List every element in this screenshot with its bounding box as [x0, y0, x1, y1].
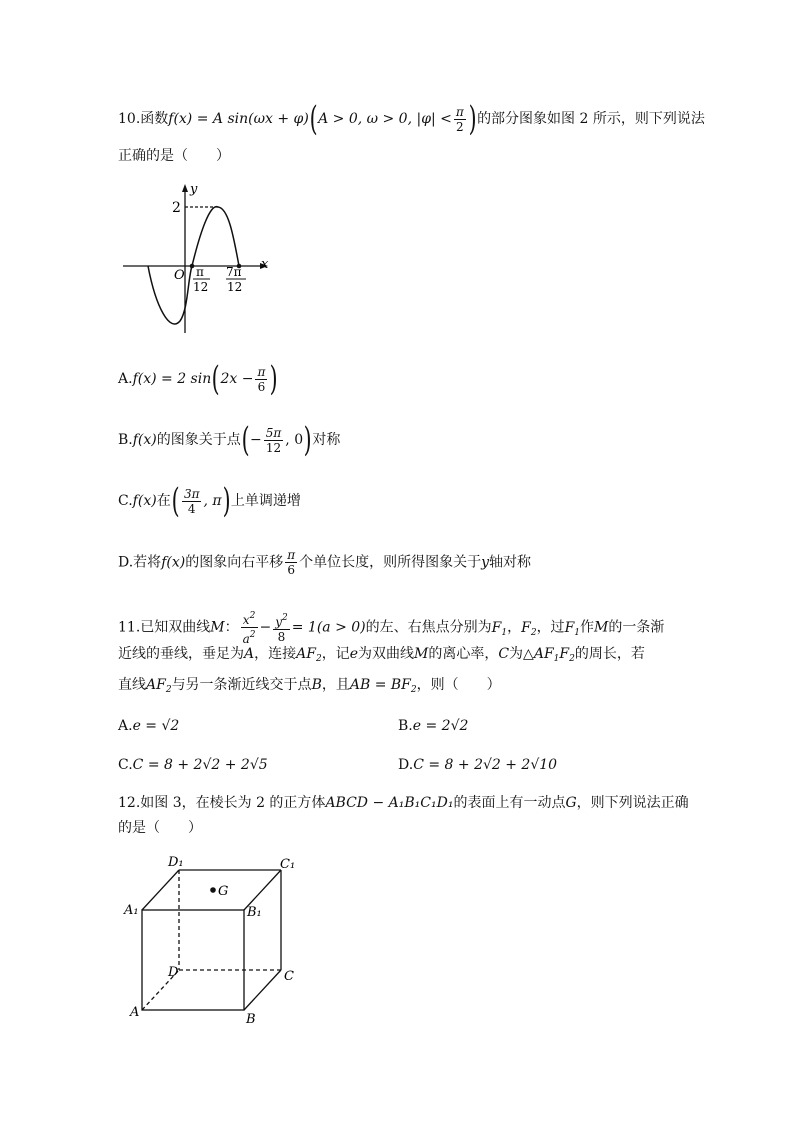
svg-text:C: C: [284, 969, 294, 984]
front-face: [142, 910, 244, 1010]
q12-stem-line1: 12.如图 3，在棱长为 2 的正方体ABCD − A₁B₁C₁D₁的表面上有一动点G，则下列说法正确: [118, 795, 689, 811]
svg-text:B₁: B₁: [247, 905, 262, 920]
x-label: x: [261, 257, 269, 272]
q10-option-d: D.若将f(x)的图象向右平移 $\frac{\pi}{6}$ 个单位长度，则所得图象关于y轴对称: [118, 548, 532, 577]
svg-text:G: G: [218, 884, 229, 899]
q10-function: f(x) = A sin(ωx + φ): [168, 111, 309, 127]
q11-option-b: B.e = 2√2: [398, 718, 469, 734]
tick1-num: π: [196, 265, 204, 279]
zero-point-1: [190, 264, 195, 269]
q11-stem-line3: 直线$AF_2$与另一条渐近线交于点B，且AB = $BF_2$，则（ ）: [118, 677, 501, 695]
q12-stem-line2: 的是（ ）: [118, 820, 202, 836]
point-g: [210, 887, 216, 893]
q10-option-b: B.f(x)的图象关于点(− $\frac{5\pi}{12}$ , 0)对称: [118, 420, 341, 460]
tick1-den: 12: [193, 280, 209, 294]
q10-cond-fraction: $\frac{\pi}{2}$: [455, 104, 464, 134]
q10-suffix: 的部分图象如图 2 所示，则下列说法: [477, 111, 705, 127]
svg-text:A₁: A₁: [124, 903, 139, 918]
q10-graph: [118, 178, 278, 338]
tick2-den: 12: [227, 280, 243, 294]
q10-option-c: C.f(x)在( $\frac{3\pi}{4}$ , π)上单调递增: [118, 481, 301, 521]
q11-option-d: D.C = 8 + 2√2 + 2√10: [398, 757, 558, 773]
q11-stem-line1: 11.已知双曲线M： $\frac{x^2}{a^2}$ − $\frac{y^2}{8}$ = 1(a > 0)的左、右焦点分别为$F_1$，$F_2$，过$F_1$作M的一条渐: [118, 611, 665, 646]
q11-option-a: A.e = √2: [118, 718, 180, 734]
q10-stem-line1: 10.函数f(x) = A sin(ωx + φ)(A > 0, ω > 0, |φ| < $\frac{\pi}{2}$ )的部分图象如图 2 所示，则下列说法: [118, 99, 705, 139]
svg-text:C₁: C₁: [280, 857, 296, 872]
q10-number: 10.函数: [118, 111, 169, 127]
q11-option-c: C.C = 8 + 2√2 + 2√5: [118, 757, 268, 773]
svg-text:D: D: [168, 965, 179, 980]
y-axis-arrow-icon: [182, 184, 188, 192]
q12-cube-figure: [118, 848, 308, 1028]
origin-label: O: [174, 268, 185, 283]
q10-conditions: A > 0, ω > 0, |φ| <: [318, 111, 452, 127]
svg-text:B: B: [246, 1012, 256, 1027]
svg-text:A: A: [130, 1005, 140, 1020]
max-label: 2: [172, 200, 181, 216]
y-label: y: [190, 182, 198, 197]
svg-text:D₁: D₁: [168, 855, 184, 870]
tick2-num: 7π: [226, 265, 242, 279]
q10-option-a: A.f(x) = 2 sin(2x − $\frac{\pi}{6}$ ): [118, 359, 278, 399]
q10-stem-line2: 正确的是（ ）: [118, 148, 230, 164]
q11-stem-line2: 近线的垂线，垂足为A，连接$AF_2$，记e为双曲线M的离心率，C为$\triangle AF_1F_2$的周长，若: [118, 646, 645, 664]
